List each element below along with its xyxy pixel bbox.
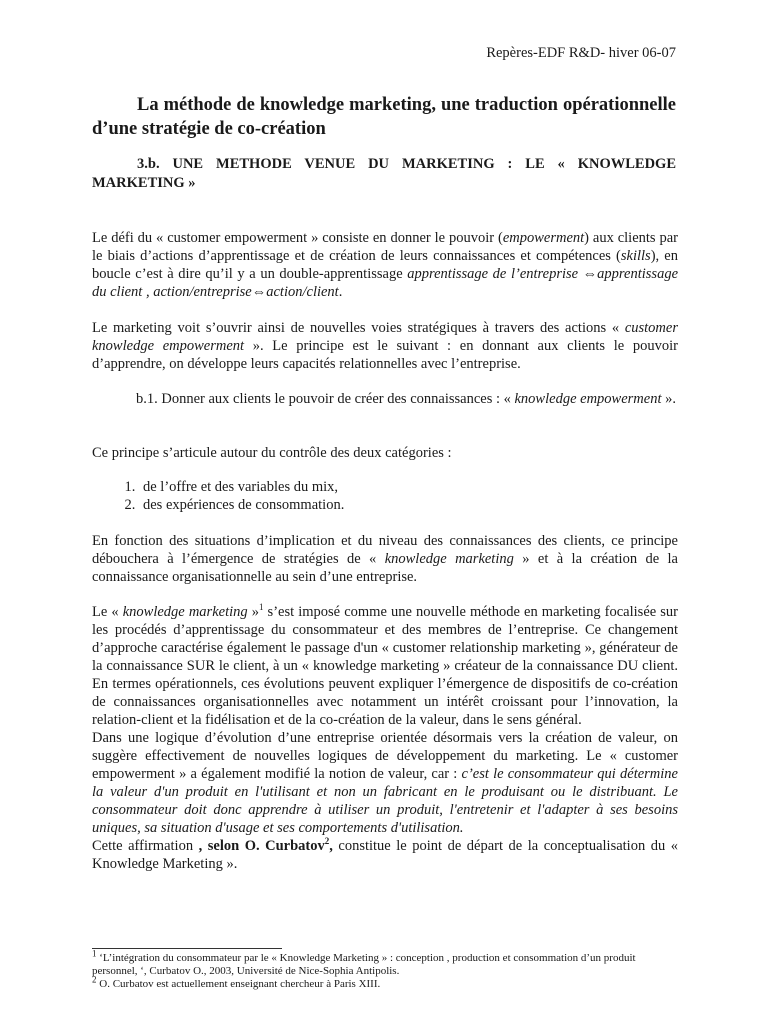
text-run: » <box>247 604 259 620</box>
paragraph-part <box>92 603 678 729</box>
text-run: s’est imposé comme une nouvelle méthode en marketing focalisée sur les procédés d’apprentissage du consommateur et des membres de l’entreprise. Ce changement d’approche caractérise également le passage d'un « customer relationship marketing », générateur de la connaissance SUR le client, à un « knowledge marketing » créateur de la connaissance DU client. En termes opérationnels, ces évolutions peuvent expliquer l’émergence de dispositifs de co-création de connaissances organisationnelles avec notamment un intérêt croissant pour l’innovation, la relation-client et la fidélisation et de la co-création de la valeur, dans le sens général. <box>92 604 679 728</box>
footnote-text: ‘L’intégration du consommateur par le « Knowledge Marketing » : conception , production et consommation d’un produit personnel, ‘, Curbatov O., 2003, Université de Nice-Sophia Antipolis. <box>92 952 636 977</box>
footnote-text: O. Curbatov est actuellement enseignant chercheur à Paris XIII. <box>96 978 381 990</box>
paragraph-customer-empowerment <box>92 229 678 301</box>
paragraph-principe: Ce principe s’articule autour du contrôle des deux catégories : <box>92 445 452 461</box>
text-run: Le « <box>92 604 123 620</box>
italic-run: empowerment <box>502 230 585 246</box>
paragraph-marketing-voies <box>92 319 678 373</box>
bold-run: , <box>329 838 333 854</box>
text-run: Le défi du « customer empowerment » consiste en donner le pouvoir ( <box>92 230 503 246</box>
italic-run: customer knowledge empowerment <box>92 320 678 354</box>
text-run: En fonction des situations d’implication et du niveau des connaissances des clients, ce principe débouchera à l’émergence de stratégies de « <box>92 533 678 567</box>
paragraph-part <box>92 837 678 873</box>
text-run: ». <box>661 391 676 407</box>
list-item: 2. des expériences de consommation. <box>139 496 725 514</box>
text-run: . <box>338 284 343 300</box>
categories-list <box>92 478 725 514</box>
list-item: 1. de l’offre et des variables du mix, <box>139 478 725 496</box>
text-run: » et à la création de la connaissance organisationnelle au sein d’une entreprise. <box>92 551 678 585</box>
italic-run: knowledge marketing <box>122 604 248 620</box>
page-title: La méthode de knowledge marketing, une traduction opérationnelle d’une stratégie de co-création <box>92 95 676 139</box>
footnote <box>92 948 678 978</box>
bold-run: , selon O. Curbatov <box>198 838 325 854</box>
paragraph-part <box>92 729 678 837</box>
footnote-divider <box>92 948 282 949</box>
footnote <box>92 974 678 991</box>
italic-run: skills <box>620 248 651 264</box>
footnote-number: 1 <box>92 948 97 959</box>
italic-run: apprentissage de l’entreprise ⇔apprentissage du client , action/entreprise⇔action/client <box>92 266 679 300</box>
italic-run: knowledge marketing <box>384 551 514 567</box>
running-header: Repères-EDF R&D- hiver 06-07 <box>486 45 676 61</box>
italic-run: c’est le consommateur qui détermine la valeur d'un produit en l'utilisant et non un fabricant en le produisant ou le distribuant. Le consommateur doit donc apprendre à utiliser un produit, l'entretenir et l'adapter à ses besoins uniques, sa situation d'usage et ses comportements d'utilisation. <box>92 766 678 836</box>
italic-run: knowledge empowerment <box>514 391 662 407</box>
text-run: ) aux clients par le biais d’actions d’apprentissage et de création de leurs connaissances et compétences ( <box>92 230 678 264</box>
footnote-ref: 2 <box>324 836 330 847</box>
paragraph-knowledge-marketing <box>92 603 678 873</box>
footnote-number: 2 <box>92 974 97 985</box>
text-run: constitue le point de départ de la conceptualisation du « Knowledge Marketing ». <box>92 838 678 872</box>
text-run: ». Le principe est le suivant : en donnant aux clients le pouvoir d’apprendre, on développe leurs capacités relationnelles avec l’entreprise. <box>92 338 678 372</box>
text-run: Dans une logique d’évolution d’une entreprise orientée désormais vers la création de valeur, on suggère effectivement de nouvelles logiques de développement du marketing. Le « customer empowerment » a également modifié la notion de valeur, car : <box>92 730 678 782</box>
text-run: b.1. Donner aux clients le pouvoir de créer des connaissances : « <box>136 391 515 407</box>
footnotes <box>92 948 678 991</box>
text-run: ), en boucle c’est à dire qu’il y a un double-apprentissage <box>92 248 678 282</box>
section-heading: 3.b. UNE METHODE VENUE DU MARKETING : LE « KNOWLEDGE MARKETING » <box>92 156 676 191</box>
text-run: Le marketing voit s’ouvrir ainsi de nouvelles voies stratégiques à travers des actions « <box>92 320 625 336</box>
paragraph-b1-heading <box>92 390 678 408</box>
text-run: Cette affirmation <box>92 838 199 854</box>
footnote-ref: 1 <box>258 602 264 613</box>
paragraph-en-fonction <box>92 532 678 586</box>
